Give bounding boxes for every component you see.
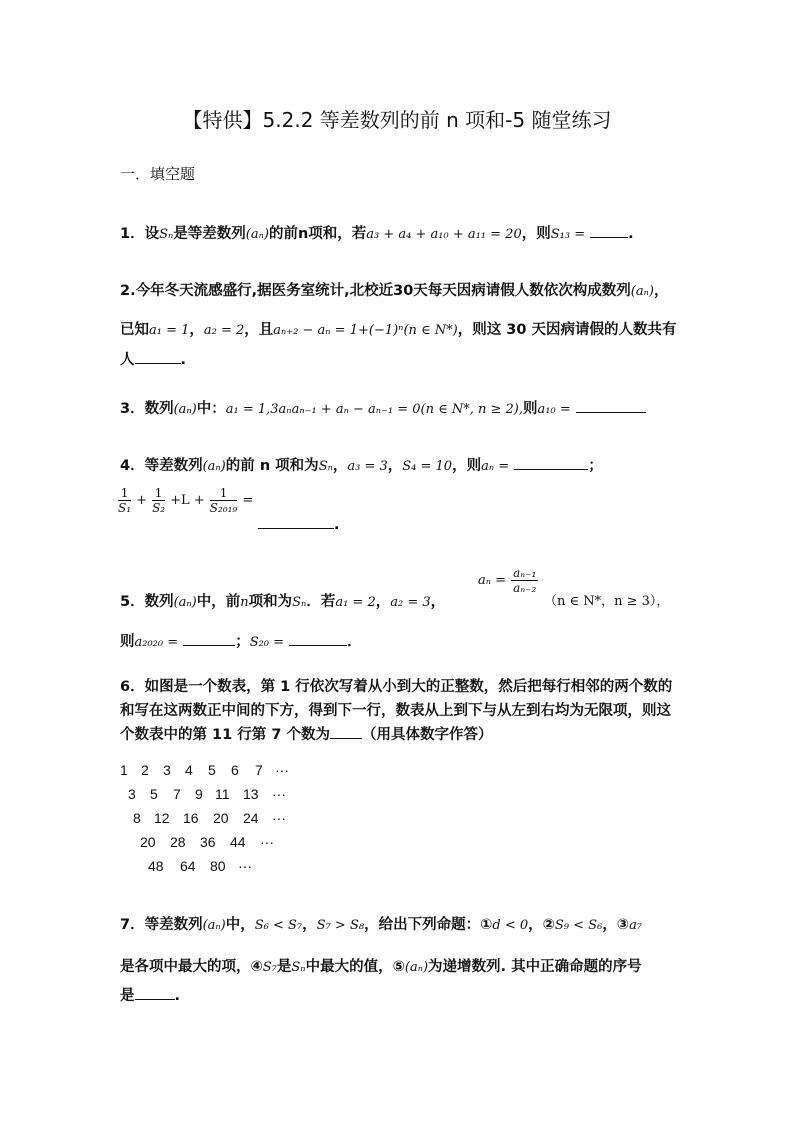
- question-5-line-1: 5．数列(aₙ)中，前n项和为Sₙ．若a₁ = 2，a₂ = 3，: [120, 594, 446, 610]
- math-a1: a₁ = 1: [149, 323, 190, 338]
- question-2-line-3: 人 .: [120, 348, 186, 369]
- question-6-line-3: 个数表中的第 11 行第 7 个数为 （用具体数字作答）: [120, 723, 492, 744]
- math-sn: Sₙ: [159, 227, 174, 242]
- math-s20: S₂₀ =: [249, 635, 285, 650]
- table-cell: 7: [173, 786, 181, 802]
- math-prop-1: d < 0: [492, 918, 529, 933]
- math-prop-2: S₉ < S₆: [554, 918, 603, 933]
- math-an: (aₙ): [202, 918, 226, 933]
- math-an: (aₙ): [173, 595, 197, 610]
- math-an-eq: aₙ =: [478, 573, 507, 588]
- question-4-line-3: .: [258, 514, 340, 533]
- math-condition: (n ∈ N*): [403, 323, 458, 338]
- math-a10: a₁₀ =: [537, 402, 571, 417]
- math-prop-4b: Sₙ: [291, 960, 306, 975]
- math-a3: a₃ = 3: [347, 459, 388, 474]
- math-recurrence: aₙ₊₂ − aₙ = 1+(−1)ⁿ: [273, 323, 404, 338]
- table-cell: 5: [208, 762, 216, 778]
- math-sn: Sₙ: [318, 459, 333, 474]
- answer-blank[interactable]: [135, 985, 175, 1000]
- math-an: (aₙ): [202, 459, 226, 474]
- table-cell: 24: [243, 810, 259, 826]
- math-a2020: a₂₀₂₀ =: [134, 635, 179, 650]
- table-cell: 4: [185, 762, 193, 778]
- table-cell: 3: [128, 786, 136, 802]
- math-recurrence: a₁ = 1,3aₙaₙ₋₁ + aₙ − aₙ₋₁ = 0(n ∈ N*, n ≥ 2),: [225, 402, 524, 417]
- table-cell: 13: [243, 786, 259, 802]
- table-cell: 7: [255, 762, 263, 778]
- table-cell: ···: [260, 834, 274, 850]
- table-cell: 6: [231, 762, 239, 778]
- math-n: n: [240, 595, 249, 610]
- math-cond-2: S₇ > S₈: [316, 918, 365, 933]
- table-cell: 12: [154, 810, 170, 826]
- table-cell: 16: [183, 810, 199, 826]
- math-an: (aₙ): [630, 284, 654, 299]
- table-cell: 44: [230, 834, 246, 850]
- table-cell: 20: [140, 834, 156, 850]
- table-cell: 48: [148, 858, 164, 874]
- page-title: 【特供】5.2.2 等差数列的前 n 项和-5 随堂练习: [182, 108, 612, 132]
- math-an: (aₙ): [173, 402, 197, 417]
- question-6-line-2: 和写在这两数正中间的下方，得到下一行，数表从上到下与从左到右均为无限项，则这: [120, 703, 671, 719]
- math-condition: （n ∈ N*，n ≥ 3），: [544, 594, 670, 609]
- question-5-line-2: 则a₂₀₂₀ = ；S₂₀ = ．: [120, 630, 362, 651]
- math-an: (aₙ): [245, 227, 269, 242]
- table-cell: ···: [272, 810, 286, 826]
- math-a1: a₁ = 2: [335, 595, 376, 610]
- table-cell: 5: [150, 786, 158, 802]
- math-s13: S₁₃ =: [550, 227, 586, 242]
- math-a2: a₂ = 2: [203, 323, 245, 338]
- table-cell: 1: [120, 762, 128, 778]
- table-cell: 28: [170, 834, 186, 850]
- table-cell: 9: [195, 786, 203, 802]
- question-7-line-2: 是各项中最大的项，④S₇是Sₙ中最大的值，⑤(aₙ)为递增数列. 其中正确命题的序号: [120, 959, 642, 975]
- table-cell: ···: [238, 858, 252, 874]
- math-an-eq: aₙ =: [481, 459, 510, 474]
- math-sn: Sₙ: [292, 595, 307, 610]
- fraction-1-over-s2019: $\frac{1}{\text{S₂₀₁₉}}$: [209, 486, 238, 515]
- question-2-line-2: 已知a₁ = 1，a₂ = 2，且aₙ₊₂ − aₙ = 1+(−1)ⁿ(n ∈ N*)，则这 30 天因病请假的人数共有: [120, 322, 677, 338]
- math-s4: S₄ = 10: [402, 459, 453, 474]
- question-4-line-1: 4．等差数列(aₙ)的前 n 项和为Sₙ，a₃ = 3，S₄ = 10，则aₙ = ；: [120, 454, 603, 475]
- table-cell: 8: [133, 810, 141, 826]
- math-prop-3: a₇: [629, 918, 643, 933]
- table-cell: ···: [272, 786, 286, 802]
- fraction-ratio: $\frac{\text{aₙ₋₁}}{\text{aₙ₋₂}}$: [513, 566, 537, 595]
- question-2-line-1: 2.今年冬天流感盛行,据医务室统计,北校近30天每天因病请假人数依次构成数列(aₙ)，: [120, 283, 669, 299]
- section-heading: 一．填空题: [120, 165, 196, 183]
- table-cell: 20: [213, 810, 229, 826]
- fraction-1-over-s2: $\frac{1}{\text{S₂}}$: [152, 486, 166, 515]
- math-prop-4a: S₇: [262, 960, 277, 975]
- question-1: 1．设Sₙ是等差数列(aₙ)的前n项和，若a₃ + a₄ + a₁₀ + a₁₁ = 20，则S₁₃ = .: [120, 222, 634, 243]
- table-cell: 36: [200, 834, 216, 850]
- question-7-line-1: 7．等差数列(aₙ)中，S₆ < S₇，S₇ > S₈，给出下列命题：①d < 0，②S₉ < S₆，③a₇: [120, 917, 643, 933]
- question-7-line-3: 是 .: [120, 984, 180, 1005]
- table-cell: 3: [163, 762, 171, 778]
- fraction-1-over-s1: $\frac{1}{\text{S₁}}$: [118, 486, 132, 515]
- math-a2: a₂ = 3: [390, 595, 431, 610]
- question-4-line-2: $\frac{1}{\text{S₁}}$ + $\frac{1}{\text{S₂}}$ +L + $\frac{1}{\text{S₂₀₁₉}}$ =: [118, 486, 254, 515]
- table-cell: 2: [141, 762, 149, 778]
- question-3: 3．数列(aₙ)中：a₁ = 1,3aₙaₙ₋₁ + aₙ − aₙ₋₁ = 0(n ∈ N*, n ≥ 2),则a₁₀ =: [120, 397, 646, 418]
- question-6-line-1: 6．如图是一个数表，第 1 行依次写着从小到大的正整数，然后把每行相邻的两个数的: [120, 679, 673, 695]
- math-condition: a₃ + a₄ + a₁₀ + a₁₁ = 20: [366, 227, 522, 242]
- math-prop-5: (aₙ): [404, 960, 429, 975]
- table-cell: 11: [215, 786, 230, 802]
- table-cell: 80: [210, 858, 226, 874]
- math-cond-1: S₆ < S₇: [254, 918, 303, 933]
- table-cell: ···: [275, 762, 289, 778]
- table-cell: 64: [180, 858, 196, 874]
